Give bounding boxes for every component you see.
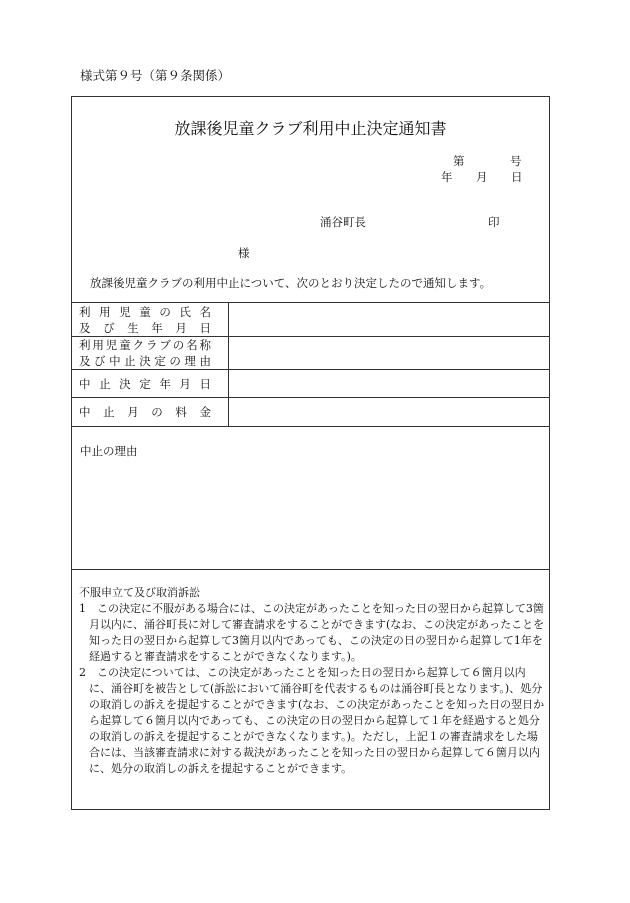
recipient-suffix: 様	[238, 246, 250, 260]
row-label: 利用児童の氏名 及び生年月日	[71, 303, 229, 337]
number-suffix: 号	[510, 154, 522, 168]
notice-frame	[71, 96, 550, 810]
reason-box[interactable]	[72, 426, 549, 570]
row-label: 中止月の料金	[71, 398, 229, 427]
issuer-name: 涌谷町長	[320, 215, 366, 229]
appeal-item-2: 2 この決定については、この決定があったことを知った日の翌日から起算して６箇月以内に、涌谷町を被告として(訴訟において涌谷町を代表するものは涌谷町長となります。)、処分の取消しの訴えを提起することができます(なお、この決定があったことを知った日の翌日から起算して６箇月以内であっても、この決定の日の翌日から起算して１年を経過すると処分の取消しの訴えを提起することができなくなります。)。ただし，上記１の審査請求をした場合には、当該審査請求に対する裁決があったことを知った日の翌日から起算して６箇月以内に、処分の取消しの訴えを提起することができます。	[79, 666, 545, 775]
table-row	[71, 370, 550, 398]
reason-label: 中止の理由	[80, 444, 138, 458]
child-name-birthdate-value[interactable]	[229, 303, 551, 337]
form-number-label: 様式第９号（第９条関係）	[80, 68, 231, 83]
date-day: 日	[511, 170, 523, 184]
date-month: 月	[476, 170, 488, 184]
row-label: 利用児童クラブの名称 及び中止決定の理由	[71, 337, 229, 370]
intro-text: 放課後児童クラブの利用中止について、次のとおり決定したので通知します。	[90, 276, 492, 290]
seal-mark: 印	[488, 215, 500, 229]
document-title: 放課後児童クラブ利用中止決定通知書	[174, 119, 447, 138]
number-prefix: 第	[453, 154, 465, 168]
stop-date-value[interactable]	[229, 370, 551, 398]
info-table	[71, 302, 550, 427]
table-row	[71, 303, 550, 337]
appeal-section	[79, 585, 547, 777]
appeal-item-1: 1 この決定に不服がある場合には、この決定があったことを知った日の翌日から起算して3箇月以内に、涌谷町長に対して審査請求をすることができます(なお、この決定があったことを知った日の翌日から起算して3箇月以内であっても、この決定の日の翌日から起算して1年を経過すると審査請求をすることができなくなります。)。	[79, 602, 545, 663]
row-label: 中止決定年月日	[71, 370, 229, 398]
table-row	[71, 398, 550, 427]
club-name-reason-value[interactable]	[229, 337, 551, 370]
stop-month-fee-value[interactable]	[229, 398, 551, 427]
table-row	[71, 337, 550, 370]
appeal-heading: 不服申立て及び取消訴訟	[79, 586, 200, 599]
date-year: 年	[441, 170, 453, 184]
